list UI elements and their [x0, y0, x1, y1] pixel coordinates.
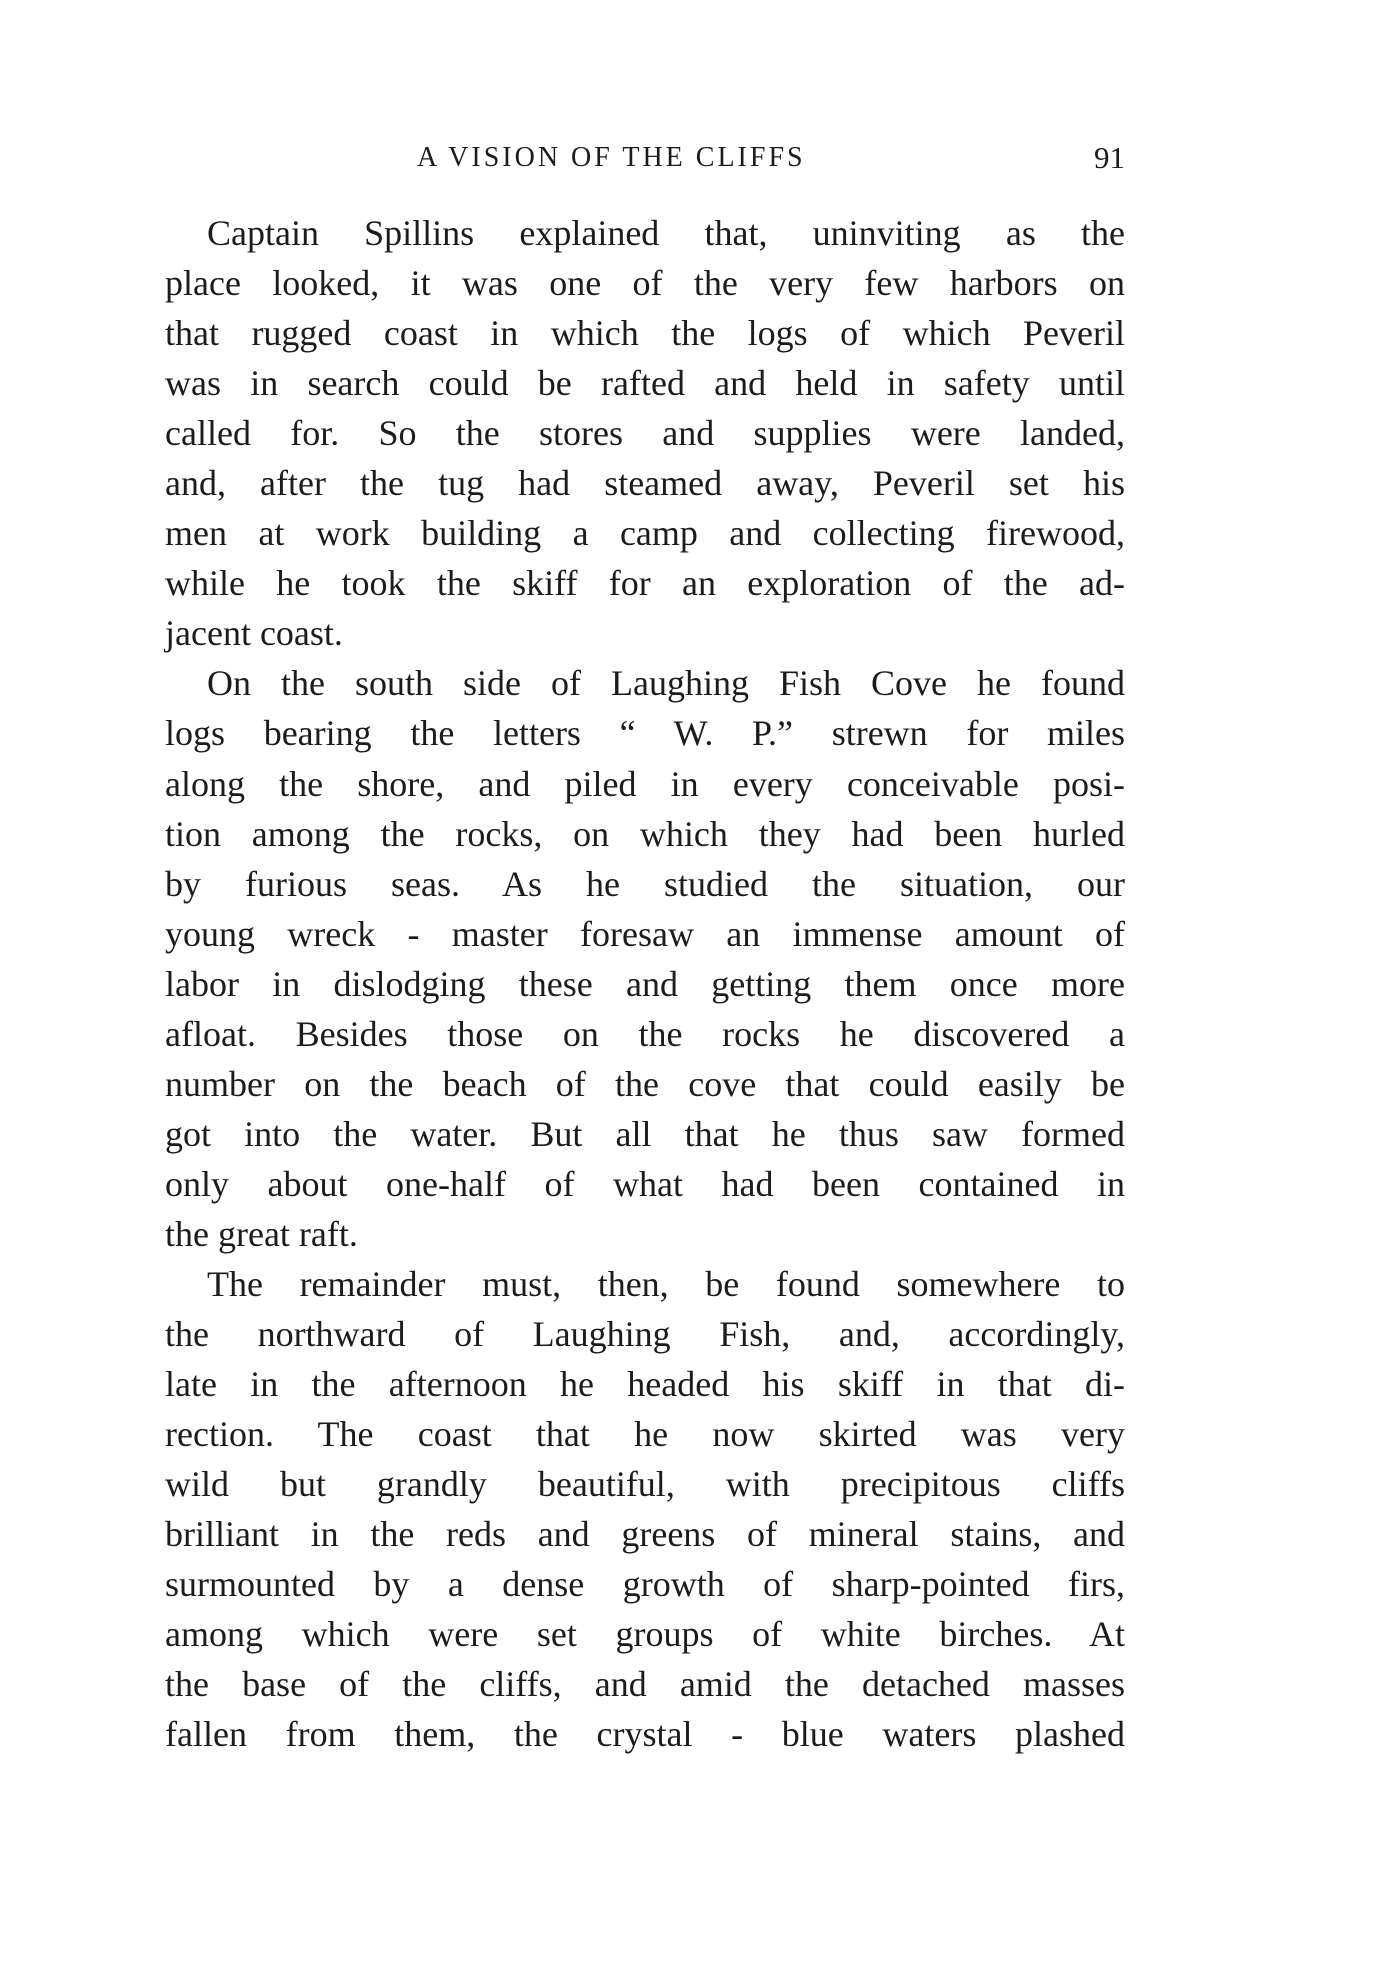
paragraph	[165, 658, 1125, 1259]
text-line: among which were set groups of white birches. At	[165, 1614, 1125, 1655]
text-line: labor in dislodging these and getting them once more	[165, 963, 1125, 1004]
text-line: late in the afternoon he headed his skiff in that di-	[165, 1364, 1125, 1405]
text-line: by furious seas. As he studied the situation, our	[165, 863, 1125, 904]
text-line: that rugged coast in which the logs of which Peveril	[165, 313, 1125, 354]
text-line: logs bearing the letters “ W. P.” strewn for miles	[165, 713, 1125, 754]
text-line: along the shore, and piled in every conceivable posi-	[165, 763, 1125, 804]
paragraph	[165, 1259, 1125, 1759]
text-line: fallen from them, the crystal - blue waters plashed	[165, 1714, 1125, 1755]
page-number: 91	[1094, 140, 1125, 175]
text-line: young wreck - master foresaw an immense amount of	[165, 913, 1125, 954]
running-title: A VISION OF THE CLIFFS	[417, 142, 806, 173]
text-line: while he took the skiff for an exploration of the ad-	[165, 563, 1125, 604]
text-line: wild but grandly beautiful, with precipitous cliffs	[165, 1464, 1125, 1505]
text-line: the northward of Laughing Fish, and, accordingly,	[165, 1314, 1125, 1355]
text-line: called for. So the stores and supplies were landed,	[165, 413, 1125, 454]
text-line: afloat. Besides those on the rocks he discovered a	[165, 1013, 1125, 1054]
body-text	[165, 208, 1125, 1759]
text-line: On the south side of Laughing Fish Cove he found	[207, 663, 1125, 704]
text-line: tion among the rocks, on which they had been hurled	[165, 813, 1125, 854]
text-line: only about one-half of what had been contained in	[165, 1163, 1125, 1204]
text-line: the base of the cliffs, and amid the detached masses	[165, 1664, 1125, 1705]
text-line: number on the beach of the cove that could easily be	[165, 1063, 1125, 1104]
text-line: was in search could be rafted and held in safety until	[165, 363, 1125, 404]
text-line: and, after the tug had steamed away, Peveril set his	[165, 463, 1125, 504]
text-line: The remainder must, then, be found somewhere to	[207, 1263, 1125, 1304]
text-line: surmounted by a dense growth of sharp-pointed firs,	[165, 1564, 1125, 1605]
paragraph	[165, 208, 1125, 658]
text-line: jacent coast.	[165, 613, 343, 654]
running-head	[165, 136, 1125, 186]
text-line: got into the water. But all that he thus saw formed	[165, 1113, 1125, 1154]
text-line: rection. The coast that he now skirted was very	[165, 1414, 1125, 1455]
text-line: the great raft.	[165, 1213, 358, 1254]
text-line: place looked, it was one of the very few harbors on	[165, 263, 1125, 304]
text-line: men at work building a camp and collecting firewood,	[165, 513, 1125, 554]
text-line: brilliant in the reds and greens of mineral stains, and	[165, 1514, 1125, 1555]
text-line: Captain Spillins explained that, uninviting as the	[207, 213, 1125, 253]
